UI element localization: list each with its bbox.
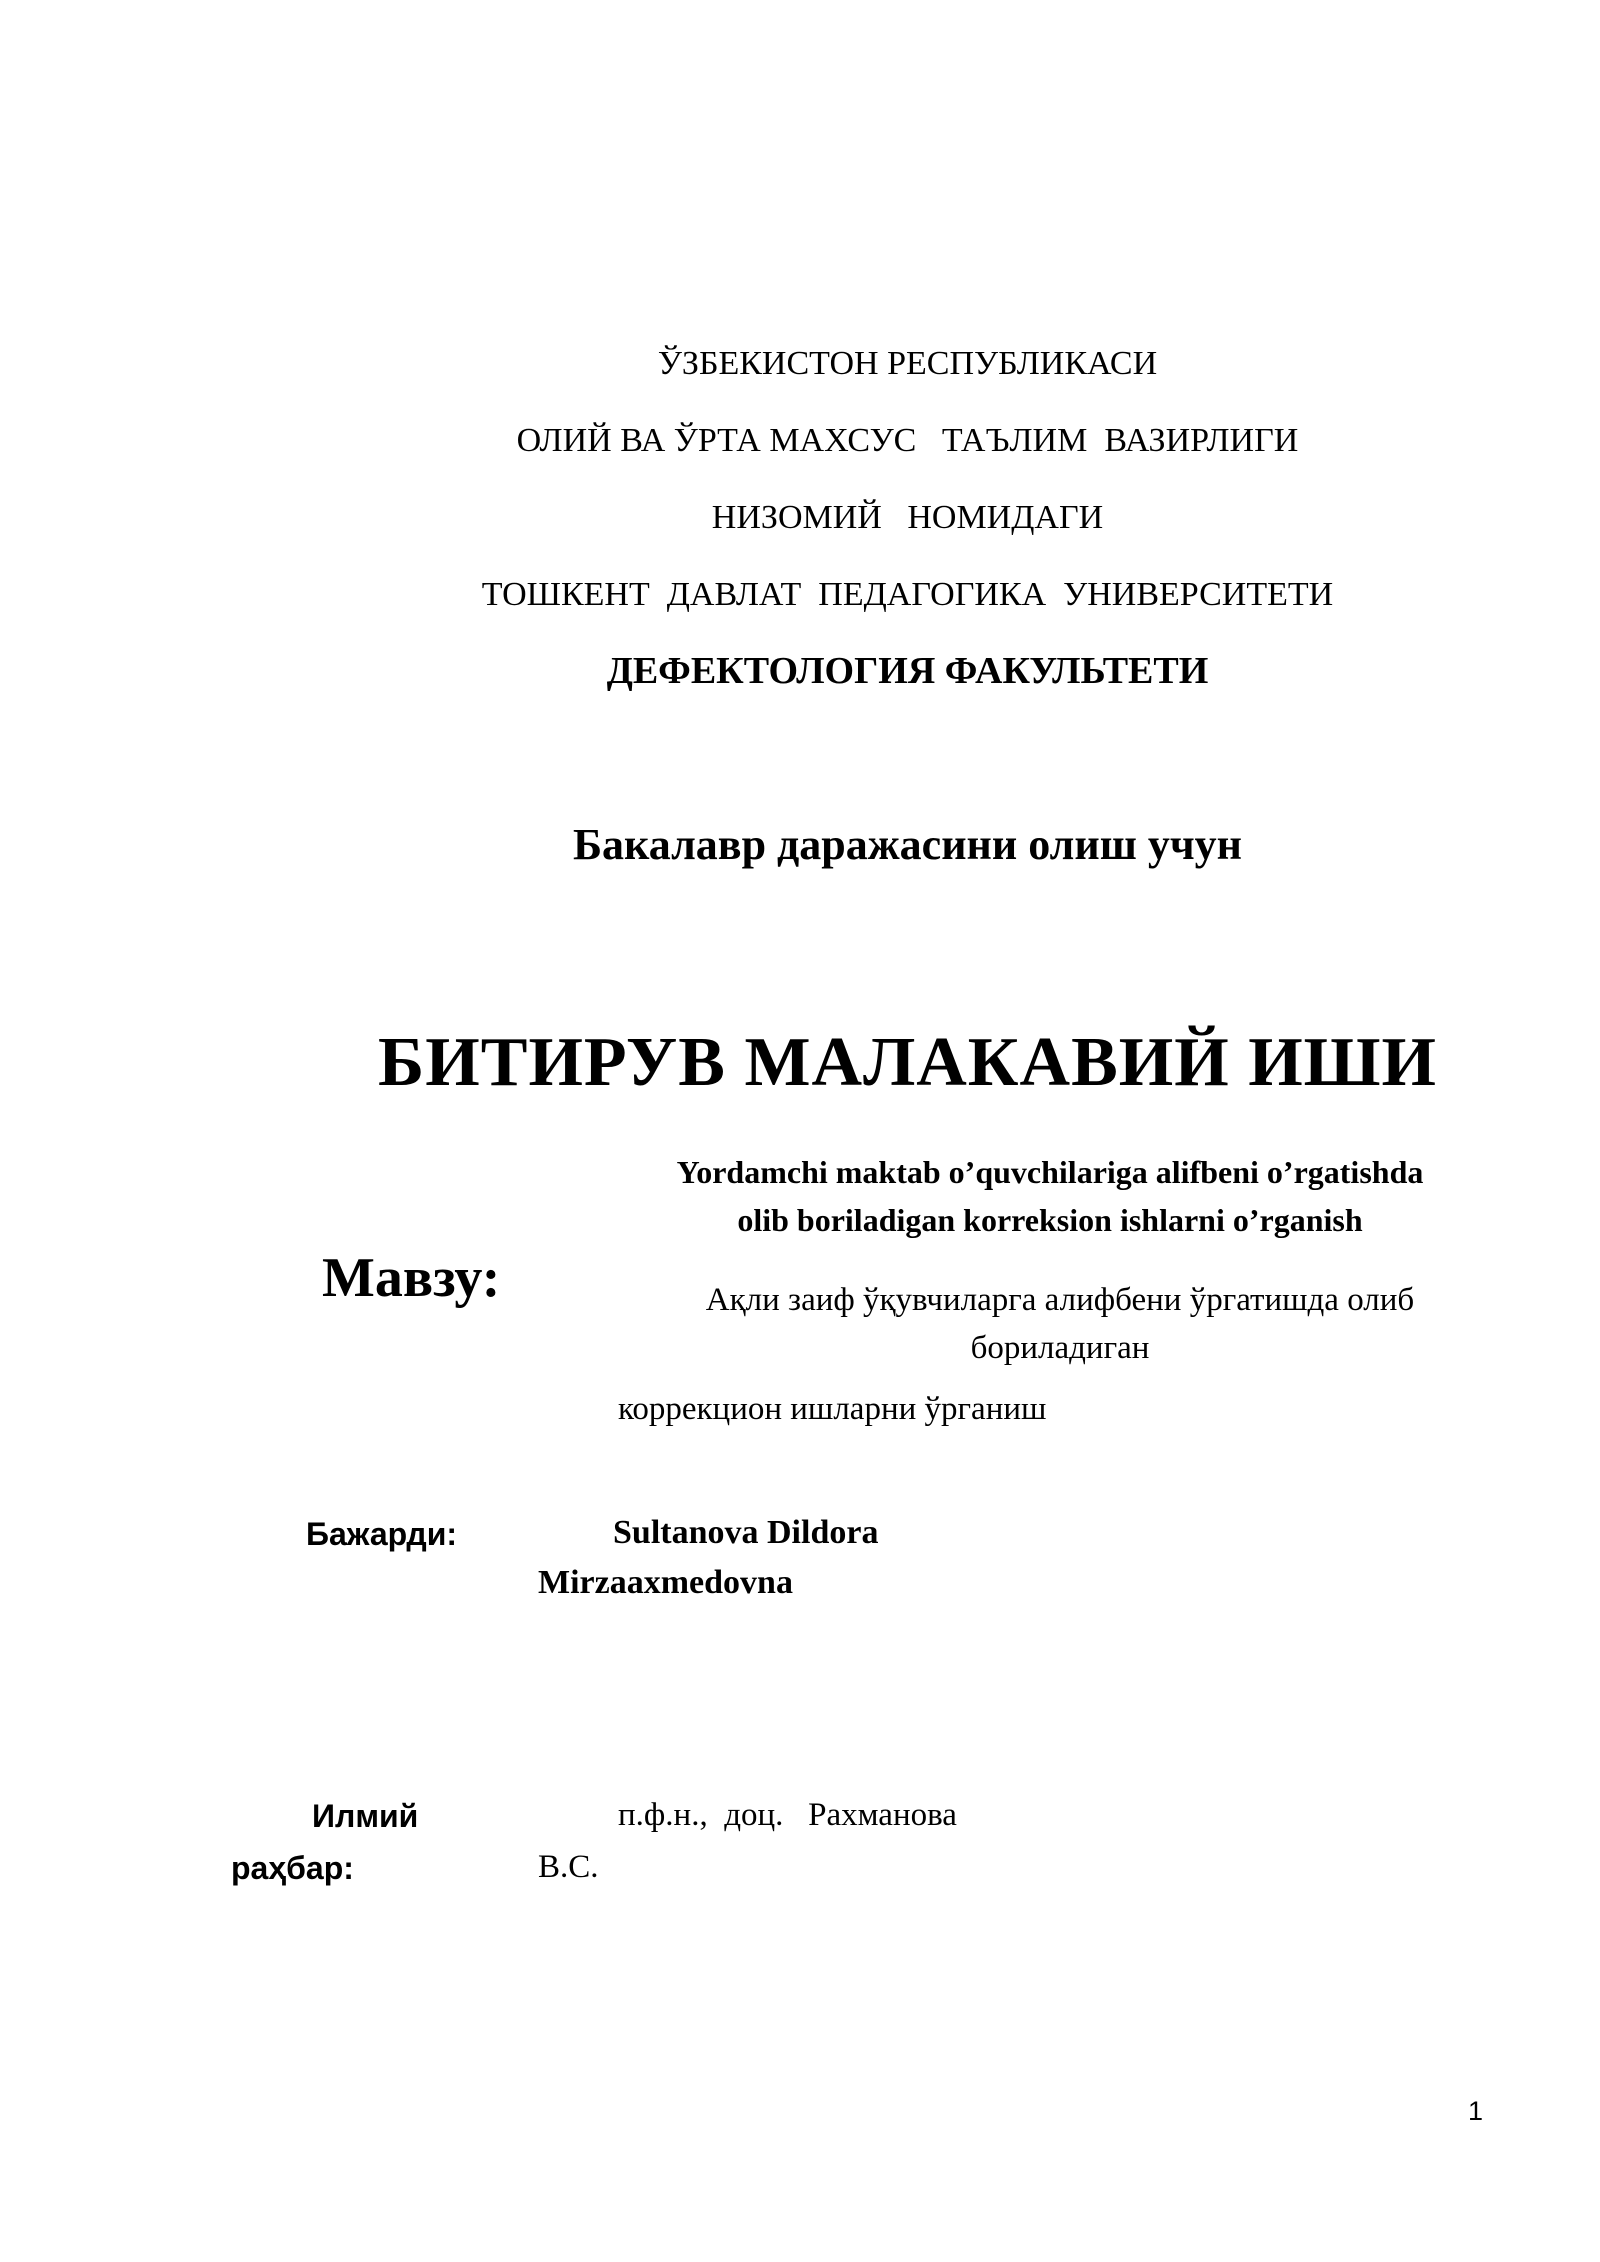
topic-cyr-line-1: Ақли заиф ўқувчиларга алифбени ўргатишда олиб: [705, 1282, 1415, 1318]
university-line: ТОШКЕНТ ДАВЛАТ ПЕДАГОГИКА УНИВЕРСИТЕТИ: [481, 576, 1334, 613]
topic-cyr-line-3: коррекцион ишларни ўрганиш: [618, 1391, 1047, 1427]
advisor-title-name: п.ф.н., доц. Рахманова: [618, 1797, 957, 1833]
republic-line: ЎЗБЕКИСТОН РЕСПУБЛИКАСИ: [657, 345, 1158, 382]
advisor-label-line-2: раҳбар:: [231, 1850, 354, 1886]
topic-cyrillic: [620, 1276, 1500, 1372]
page-number: 1: [1468, 2096, 1484, 2126]
performer-label: Бажарди:: [306, 1516, 458, 1552]
advisor-label-line-1: Илмий: [312, 1798, 419, 1834]
performer-name-line-1: Sultanova Dildora: [613, 1514, 879, 1551]
topic-cyr-line-2: бориладиган: [970, 1330, 1150, 1366]
advisor-initials: В.С.: [538, 1849, 599, 1885]
topic-label: Мавзу:: [322, 1247, 501, 1309]
thesis-title: БИТИРУВ МАЛАКАВИЙ ИШИ: [378, 1024, 1437, 1101]
faculty-line: ДЕФЕКТОЛОГИЯ ФАКУЛЬТЕТИ: [606, 650, 1209, 692]
performer-name-line-2: Mirzaaxmedovna: [538, 1564, 793, 1601]
ministry-line: ОЛИЙ ВА ЎРТА МАХСУС ТАЪЛИМ ВАЗИРЛИГИ: [516, 422, 1299, 459]
topic-uz-line-2: olib boriladigan korreksion ishlarni o’rganish: [737, 1202, 1363, 1238]
title-page-header: [320, 325, 1495, 710]
topic-uzbek-latin: [600, 1148, 1500, 1244]
topic-uz-line-1: Yordamchi maktab o’quvchilariga alifbeni o’rgatishda: [676, 1154, 1424, 1190]
degree-purpose-line: Бакалавр даражасини олиш учун: [572, 820, 1243, 869]
named-after-line: НИЗОМИЙ НОМИДАГИ: [711, 499, 1104, 536]
